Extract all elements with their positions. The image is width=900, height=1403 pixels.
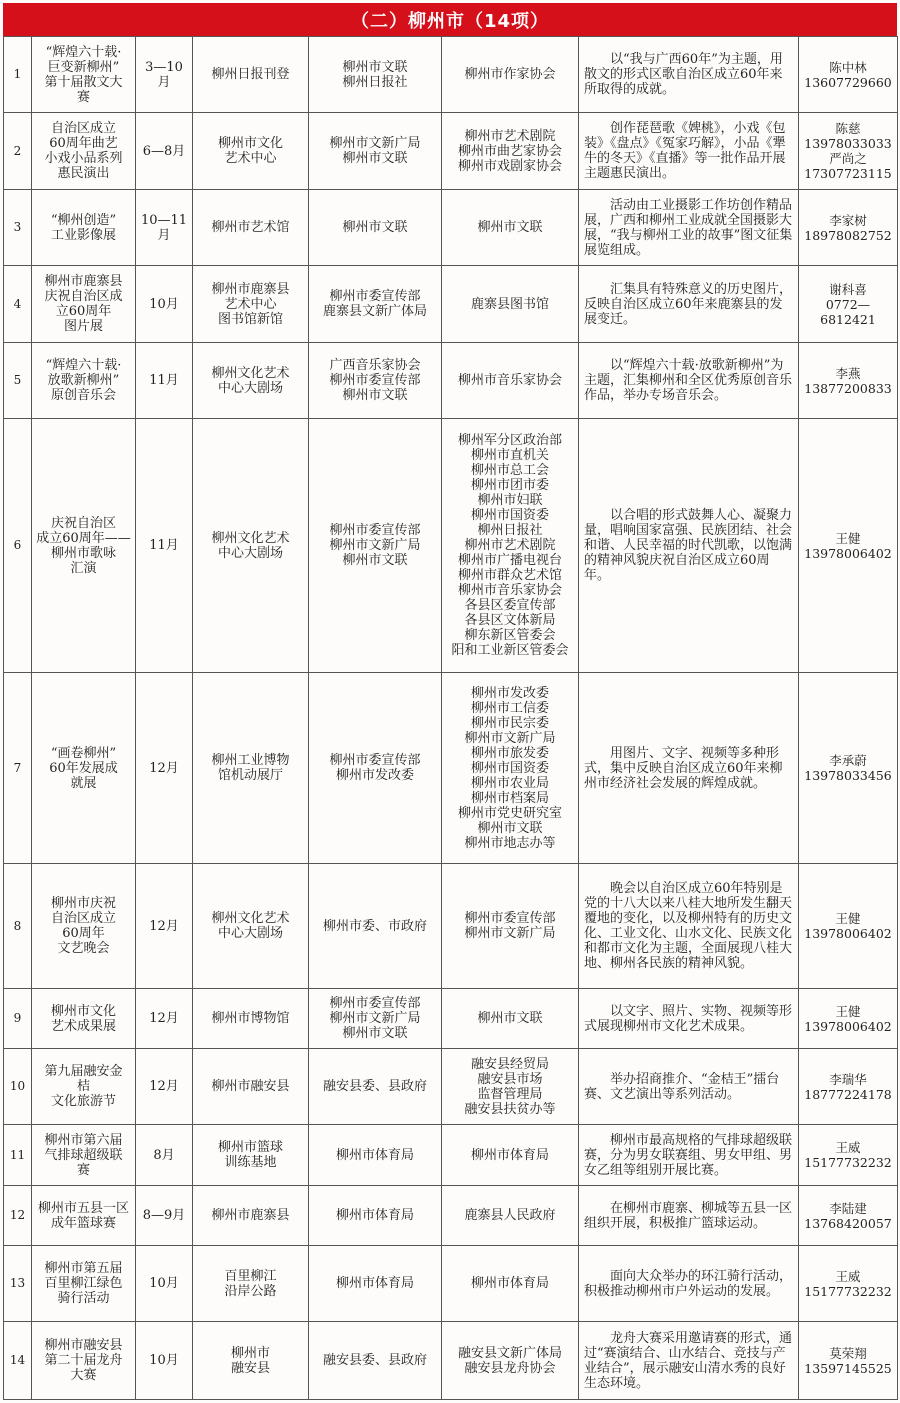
activity-content: 以合唱的形式鼓舞人心、凝聚力量，唱响国家富强、民族团结、社会和谐、人民幸福的时代凯歌，以饱满的精神风貌庆祝自治区成立60周年。 (579, 419, 799, 673)
activity-time: 12月 (136, 673, 193, 864)
activity-content: 用图片、文字、视频等多种形式，集中反映自治区成立60年来柳州市经济社会发展的辉煌成就。 (579, 673, 799, 864)
activity-time: 6—8月 (136, 113, 193, 190)
activity-venue: 柳州市篮球 训练基地 (193, 1125, 309, 1186)
table-row (4, 673, 898, 864)
activity-venue: 柳州日报刊登 (193, 37, 309, 113)
contact-info: 李家树 18978082752 (799, 190, 898, 266)
section-title: （二）柳州市（14项） (350, 10, 550, 32)
organizer-unit: 广西音乐家协会 柳州市委宣传部 柳州市文联 (309, 343, 442, 419)
activity-time: 10—11 月 (136, 190, 193, 266)
executing-unit: 柳州市体育局 (442, 1125, 579, 1186)
table-row (4, 113, 898, 190)
row-number: 2 (4, 113, 32, 190)
activity-venue: 柳州文化艺术 中心大剧场 (193, 343, 309, 419)
contact-info: 莫荣翔 13597145525 (799, 1322, 898, 1400)
activity-name: 柳州市庆祝 自治区成立 60周年 文艺晚会 (32, 864, 136, 989)
activity-name: 柳州市五县一区 成年篮球赛 (32, 1186, 136, 1246)
activity-venue: 柳州市博物馆 (193, 989, 309, 1049)
events-table (3, 36, 898, 1400)
activity-name: “柳州创造” 工业影像展 (32, 190, 136, 266)
executing-unit: 融安县文新广体局 融安县龙舟协会 (442, 1322, 579, 1400)
table-row (4, 1246, 898, 1322)
executing-unit: 柳州市艺术剧院 柳州市曲艺家协会 柳州市戏剧家协会 (442, 113, 579, 190)
activity-content: 汇集具有特殊意义的历史图片，反映自治区成立60年来鹿寨县的发展变迁。 (579, 266, 799, 343)
contact-info: 陈慈 13978033033 严尚之 17307723115 (799, 113, 898, 190)
organizer-unit: 融安县委、县政府 (309, 1322, 442, 1400)
organizer-unit: 柳州市体育局 (309, 1246, 442, 1322)
activity-content: 面向大众举办的环江骑行活动，积极推动柳州市户外运动的发展。 (579, 1246, 799, 1322)
activity-content: 创作琵琶歌《婢桃》，小戏《包装》《盘点》《冤家巧解》，小品《犟牛的冬天》《直播》等一批作品开展主题惠民演出。 (579, 113, 799, 190)
contact-info: 王健 13978006402 (799, 989, 898, 1049)
activity-name: 柳州市第六届 气排球超级联 赛 (32, 1125, 136, 1186)
activity-name: “辉煌六十载· 放歌新柳州” 原创音乐会 (32, 343, 136, 419)
row-number: 12 (4, 1186, 32, 1246)
activity-time: 8月 (136, 1125, 193, 1186)
row-number: 8 (4, 864, 32, 989)
activity-content: 晚会以自治区成立60年特别是党的十八大以来八桂大地所发生翻天覆地的变化，以及柳州特有的历史文化、工业文化、山水文化、民族文化和都市文化为主题，全面展现八桂大地、柳州各民族的精神风貌。 (579, 864, 799, 989)
executing-unit: 柳州市体育局 (442, 1246, 579, 1322)
organizer-unit: 柳州市文联 柳州日报社 (309, 37, 442, 113)
activity-content: 龙舟大赛采用邀请赛的形式，通过“赛演结合、山水结合、竞技与产业结合”，展示融安山清水秀的良好生态环境。 (579, 1322, 799, 1400)
activity-time: 10月 (136, 266, 193, 343)
executing-unit: 柳州市文联 (442, 190, 579, 266)
table-row (4, 266, 898, 343)
activity-time: 3—10 月 (136, 37, 193, 113)
activity-name: 柳州市第五届 百里柳江绿色 骑行活动 (32, 1246, 136, 1322)
organizer-unit: 融安县委、县政府 (309, 1049, 442, 1125)
activity-time: 11月 (136, 343, 193, 419)
activity-time: 12月 (136, 989, 193, 1049)
activity-content: 在柳州市鹿寨、柳城等五县一区组织开展，积极推广篮球运动。 (579, 1186, 799, 1246)
activity-content: 柳州市最高规格的气排球超级联赛，分为男女联赛组、男女甲组、男女乙组等组别开展比赛。 (579, 1125, 799, 1186)
organizer-unit: 柳州市委宣传部 柳州市文新广局 柳州市文联 (309, 419, 442, 673)
table-row (4, 343, 898, 419)
row-number: 9 (4, 989, 32, 1049)
activity-name: “画卷柳州” 60年发展成 就展 (32, 673, 136, 864)
table-row (4, 989, 898, 1049)
activity-time: 12月 (136, 1049, 193, 1125)
section-title-bar (3, 3, 897, 36)
activity-content: 以“辉煌六十载·放歌新柳州”为主题，汇集柳州和全区优秀原创音乐作品，举办专场音乐会。 (579, 343, 799, 419)
activity-venue: 柳州市融安县 (193, 1049, 309, 1125)
contact-info: 王健 13978006402 (799, 864, 898, 989)
activity-time: 10月 (136, 1322, 193, 1400)
activity-name: “辉煌六十载· 巨变新柳州” 第十届散文大 赛 (32, 37, 136, 113)
executing-unit: 鹿寨县图书馆 (442, 266, 579, 343)
contact-info: 王威 15177732232 (799, 1246, 898, 1322)
executing-unit: 柳州市委宣传部 柳州市文新广局 (442, 864, 579, 989)
activity-venue: 柳州市文化 艺术中心 (193, 113, 309, 190)
table-row (4, 190, 898, 266)
row-number: 5 (4, 343, 32, 419)
organizer-unit: 柳州市文新广局 柳州市文联 (309, 113, 442, 190)
contact-info: 李瑞华 18777224178 (799, 1049, 898, 1125)
contact-info: 王威 15177732232 (799, 1125, 898, 1186)
organizer-unit: 柳州市委、市政府 (309, 864, 442, 989)
activity-time: 12月 (136, 864, 193, 989)
organizer-unit: 柳州市体育局 (309, 1186, 442, 1246)
executing-unit: 柳州市发改委 柳州市工信委 柳州市民宗委 柳州市文新广局 柳州市旅发委 柳州市国资委 柳州市农业局 柳州市档案局 柳州市党史研究室 柳州市文联 柳州市地志办等 (442, 673, 579, 864)
activity-name: 庆祝自治区 成立60周年—— 柳州市歌咏 汇演 (32, 419, 136, 673)
contact-info: 李承蔚 13978033456 (799, 673, 898, 864)
activity-content: 以“我与广西60年”为主题，用散文的形式区歌自治区成立60年来所取得的成就。 (579, 37, 799, 113)
row-number: 11 (4, 1125, 32, 1186)
activity-venue: 柳州文化艺术 中心大剧场 (193, 864, 309, 989)
activity-venue: 柳州市鹿寨县 (193, 1186, 309, 1246)
organizer-unit: 柳州市委宣传部 鹿寨县文新广体局 (309, 266, 442, 343)
activity-name: 第九届融安金 桔 文化旅游节 (32, 1049, 136, 1125)
activity-venue: 柳州市 融安县 (193, 1322, 309, 1400)
table-row (4, 1125, 898, 1186)
organizer-unit: 柳州市体育局 (309, 1125, 442, 1186)
row-number: 1 (4, 37, 32, 113)
table-row (4, 864, 898, 989)
activity-name: 柳州市文化 艺术成果展 (32, 989, 136, 1049)
executing-unit: 柳州市作家协会 (442, 37, 579, 113)
table-row (4, 1049, 898, 1125)
activity-time: 10月 (136, 1246, 193, 1322)
contact-info: 李燕 13877200833 (799, 343, 898, 419)
contact-info: 王健 13978006402 (799, 419, 898, 673)
activity-venue: 百里柳江 沿岸公路 (193, 1246, 309, 1322)
activity-content: 活动由工业摄影工作坊创作精品展，广西和柳州工业成就全国摄影大展，“我与柳州工业的故事”图文征集展览组成。 (579, 190, 799, 266)
executing-unit: 柳州军分区政治部 柳州市直机关 柳州市总工会 柳州市团市委 柳州市妇联 柳州市国资委 柳州日报社 柳州市艺术剧院 柳州市广播电视台 柳州市群众艺术馆 柳州市音乐家协会 各县区委宣传部 各县区文体新局 柳东新区管委会 阳和工业新区管委会 (442, 419, 579, 673)
contact-info: 陈中林 13607729660 (799, 37, 898, 113)
table-row (4, 419, 898, 673)
activity-venue: 柳州市鹿寨县 艺术中心 图书馆新馆 (193, 266, 309, 343)
activity-name: 柳州市鹿寨县 庆祝自治区成 立60周年 图片展 (32, 266, 136, 343)
executing-unit: 融安县经贸局 融安县市场 监督管理局 融安县扶贫办等 (442, 1049, 579, 1125)
organizer-unit: 柳州市委宣传部 柳州市文新广局 柳州市文联 (309, 989, 442, 1049)
activity-venue: 柳州工业博物 馆机动展厅 (193, 673, 309, 864)
activity-venue: 柳州文化艺术 中心大剧场 (193, 419, 309, 673)
executing-unit: 柳州市音乐家协会 (442, 343, 579, 419)
activity-content: 举办招商推介、“金桔王”擂台赛、文艺演出等系列活动。 (579, 1049, 799, 1125)
table-row (4, 1322, 898, 1400)
row-number: 13 (4, 1246, 32, 1322)
row-number: 14 (4, 1322, 32, 1400)
activity-time: 8—9月 (136, 1186, 193, 1246)
table-row (4, 1186, 898, 1246)
table-row (4, 37, 898, 113)
executing-unit: 鹿寨县人民政府 (442, 1186, 579, 1246)
activity-content: 以文字、照片、实物、视频等形式展现柳州市文化艺术成果。 (579, 989, 799, 1049)
row-number: 3 (4, 190, 32, 266)
row-number: 7 (4, 673, 32, 864)
organizer-unit: 柳州市委宣传部 柳州市发改委 (309, 673, 442, 864)
row-number: 4 (4, 266, 32, 343)
row-number: 6 (4, 419, 32, 673)
row-number: 10 (4, 1049, 32, 1125)
activity-time: 11月 (136, 419, 193, 673)
organizer-unit: 柳州市文联 (309, 190, 442, 266)
activity-name: 柳州市融安县 第二十届龙舟 大赛 (32, 1322, 136, 1400)
contact-info: 谢科喜 0772— 6812421 (799, 266, 898, 343)
contact-info: 李陆建 13768420057 (799, 1186, 898, 1246)
activity-venue: 柳州市艺术馆 (193, 190, 309, 266)
executing-unit: 柳州市文联 (442, 989, 579, 1049)
activity-name: 自治区成立 60周年曲艺 小戏小品系列 惠民演出 (32, 113, 136, 190)
